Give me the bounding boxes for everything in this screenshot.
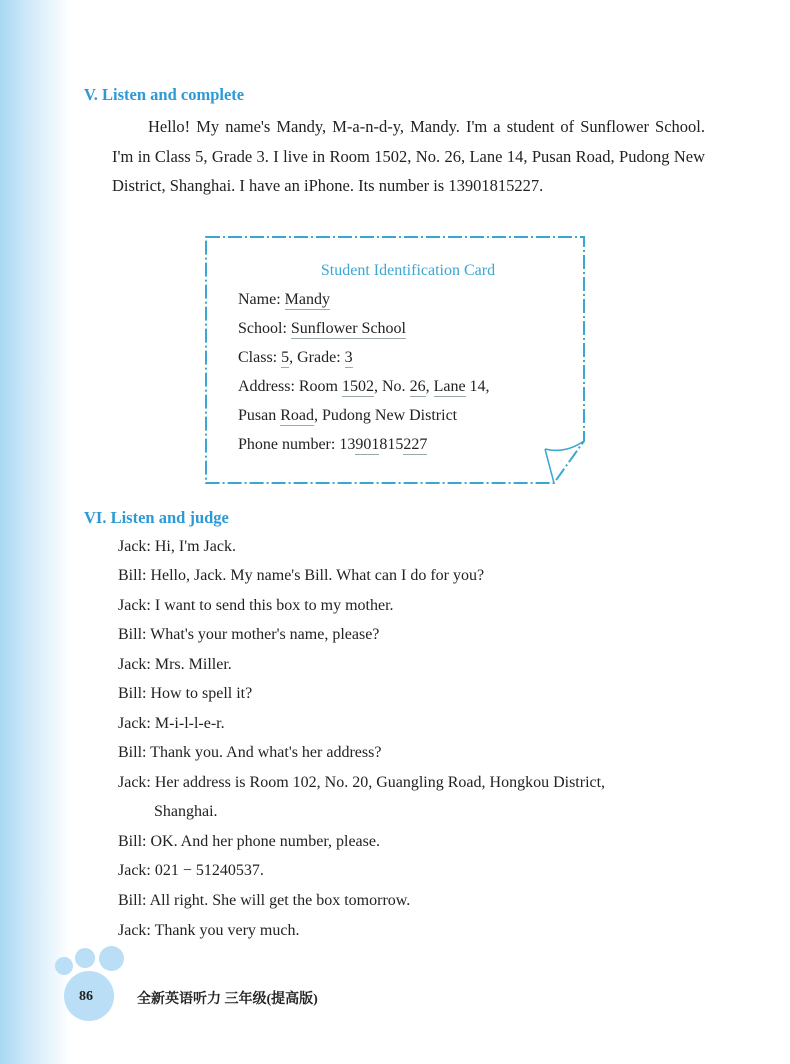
card-name-line: Name: Mandy xyxy=(238,291,330,308)
dialogue-line: Jack: 021 − 51240537. xyxy=(118,862,264,879)
dialogue-line: Jack: Mrs. Miller. xyxy=(118,656,232,673)
phone-part-value: 227 xyxy=(403,436,428,453)
school-value: Sunflower School xyxy=(290,320,406,337)
dialogue-line: Jack: I want to send this box to my mother. xyxy=(118,597,394,614)
dialogue-line: Shanghai. xyxy=(118,803,218,820)
book-title: 全新英语听力 三年级(提高版) xyxy=(137,992,318,1007)
dialogue-line: Bill: All right. She will get the box tomorrow. xyxy=(118,892,411,909)
dialogue-line: Jack: Her address is Room 102, No. 20, Guangling Road, Hongkou District, xyxy=(118,774,606,791)
page-number: 86 xyxy=(79,989,93,1004)
dialogue-line: Jack: Hi, I'm Jack. xyxy=(118,538,236,555)
section-5-heading: V. Listen and complete xyxy=(84,85,245,104)
name-value: Mandy xyxy=(284,291,330,308)
phone-part-value: 901 xyxy=(355,436,380,453)
dialogue-line: Jack: M-i-l-l-e-r. xyxy=(118,715,225,732)
dialogue-line: Bill: Thank you. And what's her address? xyxy=(118,744,382,761)
paragraph-text: Hello! My name's Mandy, M-a-n-d-y, Mandy. I'm a student of Sunflower School. I'm in Class 5, Grade 3. I live in Room 1502, No. 26, Lane 14, Pusan Road, Pudong New District, Shanghai. I have an iPhone. Its number is 13901815227. xyxy=(112,117,705,196)
card-title: Student Identification Card xyxy=(320,262,496,279)
room-value: 1502 xyxy=(342,378,374,395)
class-value: 5 xyxy=(281,349,290,366)
card-class-line: Class: 5, Grade: 3 xyxy=(238,349,353,366)
card-school-line: School: Sunflower School xyxy=(238,320,406,337)
grade-value: 3 xyxy=(344,349,353,366)
section-6-heading: VI. Listen and judge xyxy=(84,508,229,527)
road-value: Road xyxy=(280,407,315,424)
no-value: 26 xyxy=(409,378,426,395)
dialogue-line: Bill: OK. And her phone number, please. xyxy=(118,833,380,850)
lane-value: Lane xyxy=(433,378,466,395)
card-address-line-2: Pusan Road, Pudong New District xyxy=(238,407,458,424)
dialogue-line: Bill: What's your mother's name, please? xyxy=(118,626,380,643)
dialogue-line: Bill: Hello, Jack. My name's Bill. What can I do for you? xyxy=(118,567,485,584)
dialogue-line: Bill: How to spell it? xyxy=(118,685,253,702)
page-side-strip xyxy=(0,0,70,1064)
section-5-paragraph xyxy=(112,112,705,201)
card-address-line: Address: Room 1502, No. 26, Lane 14, xyxy=(238,378,490,395)
card-phone-line: Phone number: 13901815227 xyxy=(238,436,428,453)
dialogue-line: Jack: Thank you very much. xyxy=(118,922,300,939)
